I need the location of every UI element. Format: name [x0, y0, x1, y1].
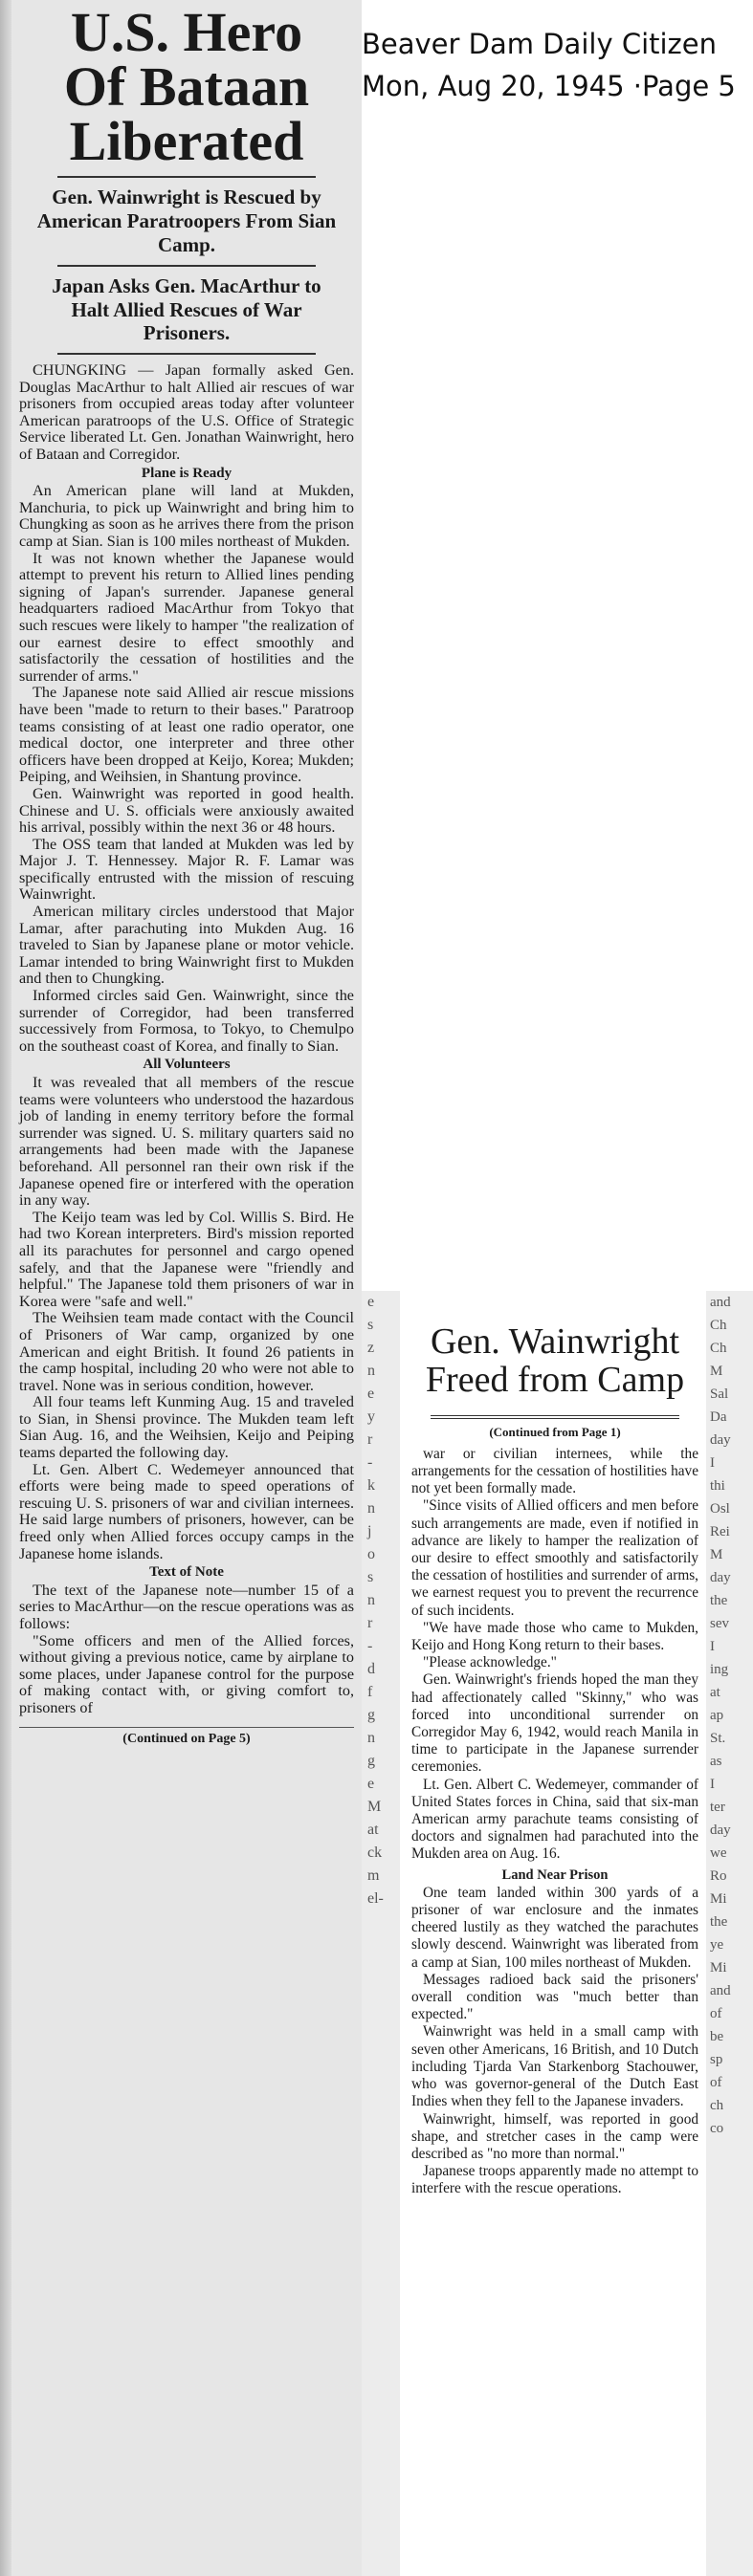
- clipped-fragment: el-: [367, 1890, 384, 1907]
- dateline-annotation: [362, 23, 753, 107]
- clipped-fragment: and: [710, 1295, 731, 1310]
- paragraph: It was revealed that all members of the rescue teams were volunteers who understood the hazardous job of landing in enemy territory before the formal surrender was signed. U. S. military quarters said no arrangements had been made with the Japanese beforehand. All personnel ran their own risk if the Japanese opened fire or interfered with the operation in any way.: [19, 1074, 354, 1210]
- clipped-fragment: e: [367, 1776, 375, 1792]
- clipped-fragment: I: [710, 1455, 715, 1471]
- paragraph-group-c: [19, 1075, 354, 1562]
- paragraph-group-b: [19, 483, 354, 1055]
- right-clipped-strip: [706, 1291, 753, 2576]
- clipped-fragment: ye: [710, 1937, 724, 1953]
- deck-rule: [57, 265, 316, 267]
- headline-rule: [57, 176, 316, 178]
- paragraph: Wainwright, himself, was reported in good shape, and stretcher cases in the camp were described as "no more than normal.": [411, 2110, 698, 2162]
- clipped-fragment: we: [710, 1845, 727, 1861]
- paragraph: The OSS team that landed at Mukden was led by Major J. T. Hennessey. Major R. F. Lamar was specifically entrusted with the mission of rescuing Wainwright.: [19, 835, 354, 904]
- clipped-fragment: of: [710, 2075, 722, 2090]
- continuation-column: [400, 1291, 706, 2576]
- clipped-fragment: Sal: [710, 1386, 729, 1402]
- paragraph: Wainwright was held in a small camp with seven other Americans, 16 British, and 10 Dutch including Tjarda Van Starkenborg Stachouwer, who was governor-general of the Dutch East Indies when they fell to the Japanese invaders.: [411, 2023, 698, 2110]
- continuation-headline-2: Freed from Camp: [425, 1359, 685, 1400]
- clipped-fragment: d: [367, 1661, 375, 1677]
- paragraph: It was not known whether the Japanese would attempt to prevent his return to Allied lines pending signing of Japan's surrender. Japanese general headquarters radioed MacArthur from Tokyo that such rescues were likely to hamper "the realization of our earnest desire to effect smoothly and satisfactorily the cessation of hostilities and the surrender of arms.": [19, 549, 354, 685]
- clipped-fragment: and: [710, 1983, 731, 1998]
- paragraph: "We have made those who came to Mukden, Keijo and Hong Kong return to their bases.: [411, 1619, 698, 1654]
- clipped-fragment: k: [367, 1477, 375, 1494]
- clipped-fragment: at: [367, 1822, 379, 1838]
- clipped-fragment: I: [710, 1639, 715, 1654]
- left-clipped-strip: [362, 1291, 400, 2576]
- clipped-fragment: r: [367, 1615, 373, 1631]
- clipped-fragment: day: [710, 1432, 731, 1448]
- paragraph: Japanese troops apparently made no attempt to interfere with the rescue operations.: [411, 2163, 698, 2197]
- clipped-fragment: day: [710, 1570, 731, 1585]
- continuation-rule: [431, 1415, 679, 1419]
- clipped-fragment: Ch: [710, 1341, 727, 1356]
- clipped-fragment: day: [710, 1823, 731, 1838]
- clipped-fragment: ch: [710, 2098, 724, 2113]
- clipped-fragment: be: [710, 2029, 724, 2044]
- clipped-fragment: ck: [367, 1845, 383, 1861]
- clipped-fragment: I: [710, 1777, 715, 1792]
- clipped-fragment: n: [367, 1363, 375, 1379]
- clipped-fragment: r: [367, 1431, 373, 1448]
- clipped-fragment: z: [367, 1340, 375, 1356]
- continuation-headline-1: Gen. Wainwright: [430, 1321, 680, 1362]
- clipped-fragment: Da: [710, 1409, 727, 1425]
- front-article-column: [0, 0, 362, 2576]
- date-and-page: Mon, Aug 20, 1945 ·Page 5: [362, 70, 736, 102]
- clipped-fragment: -: [367, 1638, 373, 1654]
- headline-line-2: Of Bataan: [63, 55, 310, 118]
- clipped-fragment: M: [710, 1547, 723, 1562]
- continuation-body: [411, 1446, 698, 2198]
- clipped-fragment: m: [367, 1867, 380, 1884]
- paragraph: American military circles understood that Major Lamar, after parachuting into Mukden Aug. 16 traveled to Sian by Japanese plane or motor vehicle. Lamar intended to bring Wainwright first to Mukden and then to Chungking.: [19, 903, 354, 988]
- clipped-fragment: Ch: [710, 1318, 727, 1333]
- clipped-fragment: co: [710, 2121, 724, 2136]
- clipped-fragment: g: [367, 1753, 375, 1769]
- clipped-fragment: s: [367, 1569, 374, 1585]
- clipped-fragment: e: [367, 1386, 375, 1402]
- subhead-all-volunteers: All Volunteers: [143, 1057, 231, 1073]
- clipped-fragment: s: [367, 1317, 374, 1333]
- paragraph: "Please acknowledge.": [423, 1654, 557, 1671]
- clipped-fragment: o: [367, 1546, 375, 1562]
- paragraph: The Weihsien team made contact with the Council of Prisoners of War camp, organized by one American and eight British. It found 26 patients in the camp hospital, including 20 who were not able to travel. None was in serious condition, however.: [19, 1309, 354, 1394]
- paragraph-group-a: [19, 362, 354, 464]
- clipped-fragment: sp: [710, 2052, 723, 2067]
- clipped-fragment: thi: [710, 1478, 725, 1494]
- continuation-paragraphs-b: [411, 1885, 698, 2198]
- paragraph: "Since visits of Allied officers and men before such arrangements are made, even if notified in advance are likely to hamper the realization of our desire to effect smoothly and satisfactorily the cessation of hostilities and surrender of arms, we earnest request you to prevent the recurrence of such incidents.: [411, 1497, 698, 1619]
- clipped-fragment: as: [710, 1754, 722, 1769]
- headline-line-3: Liberated: [69, 109, 304, 172]
- paragraph: Lt. Gen. Albert C. Wedemeyer announced that efforts were being made to speed operations of rescuing U. S. prisoners of war and civilian internees. He said large numbers of prisoners, however, can be freed only when Allied forces occupy camps in the Japanese home islands.: [19, 1460, 354, 1562]
- clipped-fragment: of: [710, 2006, 722, 2021]
- clipped-fragment: y: [367, 1408, 375, 1425]
- paragraph-group-d: [19, 1583, 354, 1717]
- clipped-fragment: f: [367, 1684, 373, 1700]
- continuation-paragraphs-a: [411, 1446, 698, 1864]
- deck-rescue: Gen. Wainwright is Rescued by American Paratroopers From Sian Camp.: [36, 186, 337, 257]
- paragraph: The text of the Japanese note—number 15 of a series to MacArthur—on the rescue operations was as follows:: [19, 1581, 354, 1633]
- paragraph: One team landed within 300 yards of a prisoner of war enclosure and the inmates cheered lustily as they watched the parachutes slowly descend. Wainwright was liberated from a camp at Sian, 100 miles northeast of Mukden.: [411, 1884, 698, 1971]
- clipped-fragment: n: [367, 1500, 375, 1517]
- paper-name: Beaver Dam Daily Citizen: [362, 28, 717, 60]
- deck-rule-2: [57, 353, 316, 355]
- clipped-fragment: the: [710, 1914, 728, 1930]
- headline-line-1: U.S. Hero: [70, 1, 303, 63]
- clipped-fragment: Mi: [710, 1891, 727, 1907]
- paragraph: All four teams left Kunming Aug. 15 and traveled to Sian, in Shensi province. The Mukden team left Sian Aug. 16, and the Weihsien, Keijo and Peiping teams departed the following day.: [19, 1393, 354, 1462]
- subhead-text-of-note: Text of Note: [149, 1564, 224, 1581]
- clipped-fragment: n: [367, 1592, 375, 1608]
- deck-japan-asks: Japan Asks Gen. MacArthur to Halt Allied Rescues of War Prisoners.: [52, 273, 321, 345]
- clipped-fragment: Ro: [710, 1868, 727, 1884]
- continued-from-label: (Continued from Page 1): [489, 1424, 621, 1439]
- paragraph: Lt. Gen. Albert C. Wedemeyer, commander of United States forces in China, said that six-man American army parachute teams consisting of doctors and signalmen had parachuted into the Mukden area on Aug. 16.: [411, 1776, 698, 1863]
- paragraph: Gen. Wainwright was reported in good health. Chinese and U. S. officials were anxiously awaited his arrival, possibly within the next 36 or 48 hours.: [19, 784, 354, 837]
- clipped-fragment: ter: [710, 1800, 725, 1815]
- continued-on-label: (Continued on Page 5): [19, 1727, 354, 1747]
- clipped-fragment: sev: [710, 1616, 729, 1631]
- paragraph: The Keijo team was led by Col. Willis S. Bird. He had two Korean interpreters. Bird's mission reported all its parachutes for personnel and cargo opened safely, and that the Japanese were "friendly and helpful." The Japanese told them prisoners of war in Korea were "safe and well.": [19, 1208, 354, 1310]
- clipped-fragment: ap: [710, 1708, 724, 1723]
- clipped-fragment: M: [710, 1364, 723, 1379]
- paragraph: The Japanese note said Allied air rescue missions have been "made to return to their bases." Paratroop teams consisting of at least one radio operator, one medical doctor, one interpreter and three other officers have been dropped at Keijo, Korea; Mukden; Peiping, and Weihsien, in Shantung province.: [19, 684, 354, 786]
- paragraph: CHUNGKING — Japan formally asked Gen. Douglas MacArthur to halt Allied air rescues of war prisoners from occupied areas today after volunteer American paratroops of the U.S. Office of Strategic Service liberated Lt. Gen. Jonathan Wainwright, hero of Bataan and Corregidor.: [19, 361, 354, 464]
- clipped-fragment: e: [367, 1294, 375, 1310]
- clipped-fragment: Mi: [710, 1960, 727, 1976]
- clipped-fragment: Rei: [710, 1524, 730, 1539]
- subhead-plane-ready: Plane is Ready: [141, 465, 233, 481]
- clipping-edge: [0, 0, 11, 2576]
- paragraph: war or civilian internees, while the arrangements for the cessation of hostilities have not yet been formally made.: [411, 1445, 698, 1497]
- clipped-fragment: the: [710, 1593, 728, 1608]
- paragraph: Gen. Wainwright's friends hoped the man they had affectionately called "Skinny," who was forced into unconditional surrender on Corregidor May 6, 1942, would reach Manila in time to participate in the Japanese surrender ceremonies.: [411, 1671, 698, 1776]
- subhead-land-near-prison: Land Near Prison: [501, 1867, 609, 1883]
- clipped-fragment: n: [367, 1730, 375, 1746]
- paragraph: "Some officers and men of the Allied forces, without giving a previous notice, came by airplane to some places, under Japanese control for the purpose of making contact with, or giving comfort to, prisoners of: [19, 1631, 354, 1716]
- article-body: [19, 362, 354, 1717]
- clipped-fragment: St.: [710, 1731, 726, 1746]
- paragraph: An American plane will land at Mukden, Manchuria, to pick up Wainwright and bring him to Chungking as soon as he arrives there from the prison camp at Sian. Sian is 100 miles northeast of Mukden.: [19, 482, 354, 551]
- paragraph: Messages radioed back said the prisoners' overall condition was "much better than expected.": [411, 1971, 698, 2023]
- clipped-fragment: ing: [710, 1662, 729, 1677]
- paragraph: Informed circles said Gen. Wainwright, since the surrender of Corregidor, had been transferred successively from Formosa, to Tokyo, to Chemulpo on the southeast coast of Korea, and finally to Sian.: [19, 987, 354, 1055]
- clipped-fragment: -: [367, 1454, 373, 1471]
- clipped-fragment: at: [710, 1685, 720, 1700]
- clipped-fragment: M: [367, 1799, 382, 1815]
- clipped-fragment: Osl: [710, 1501, 730, 1517]
- clipped-fragment: g: [367, 1707, 375, 1723]
- clipped-fragment: j: [367, 1523, 372, 1539]
